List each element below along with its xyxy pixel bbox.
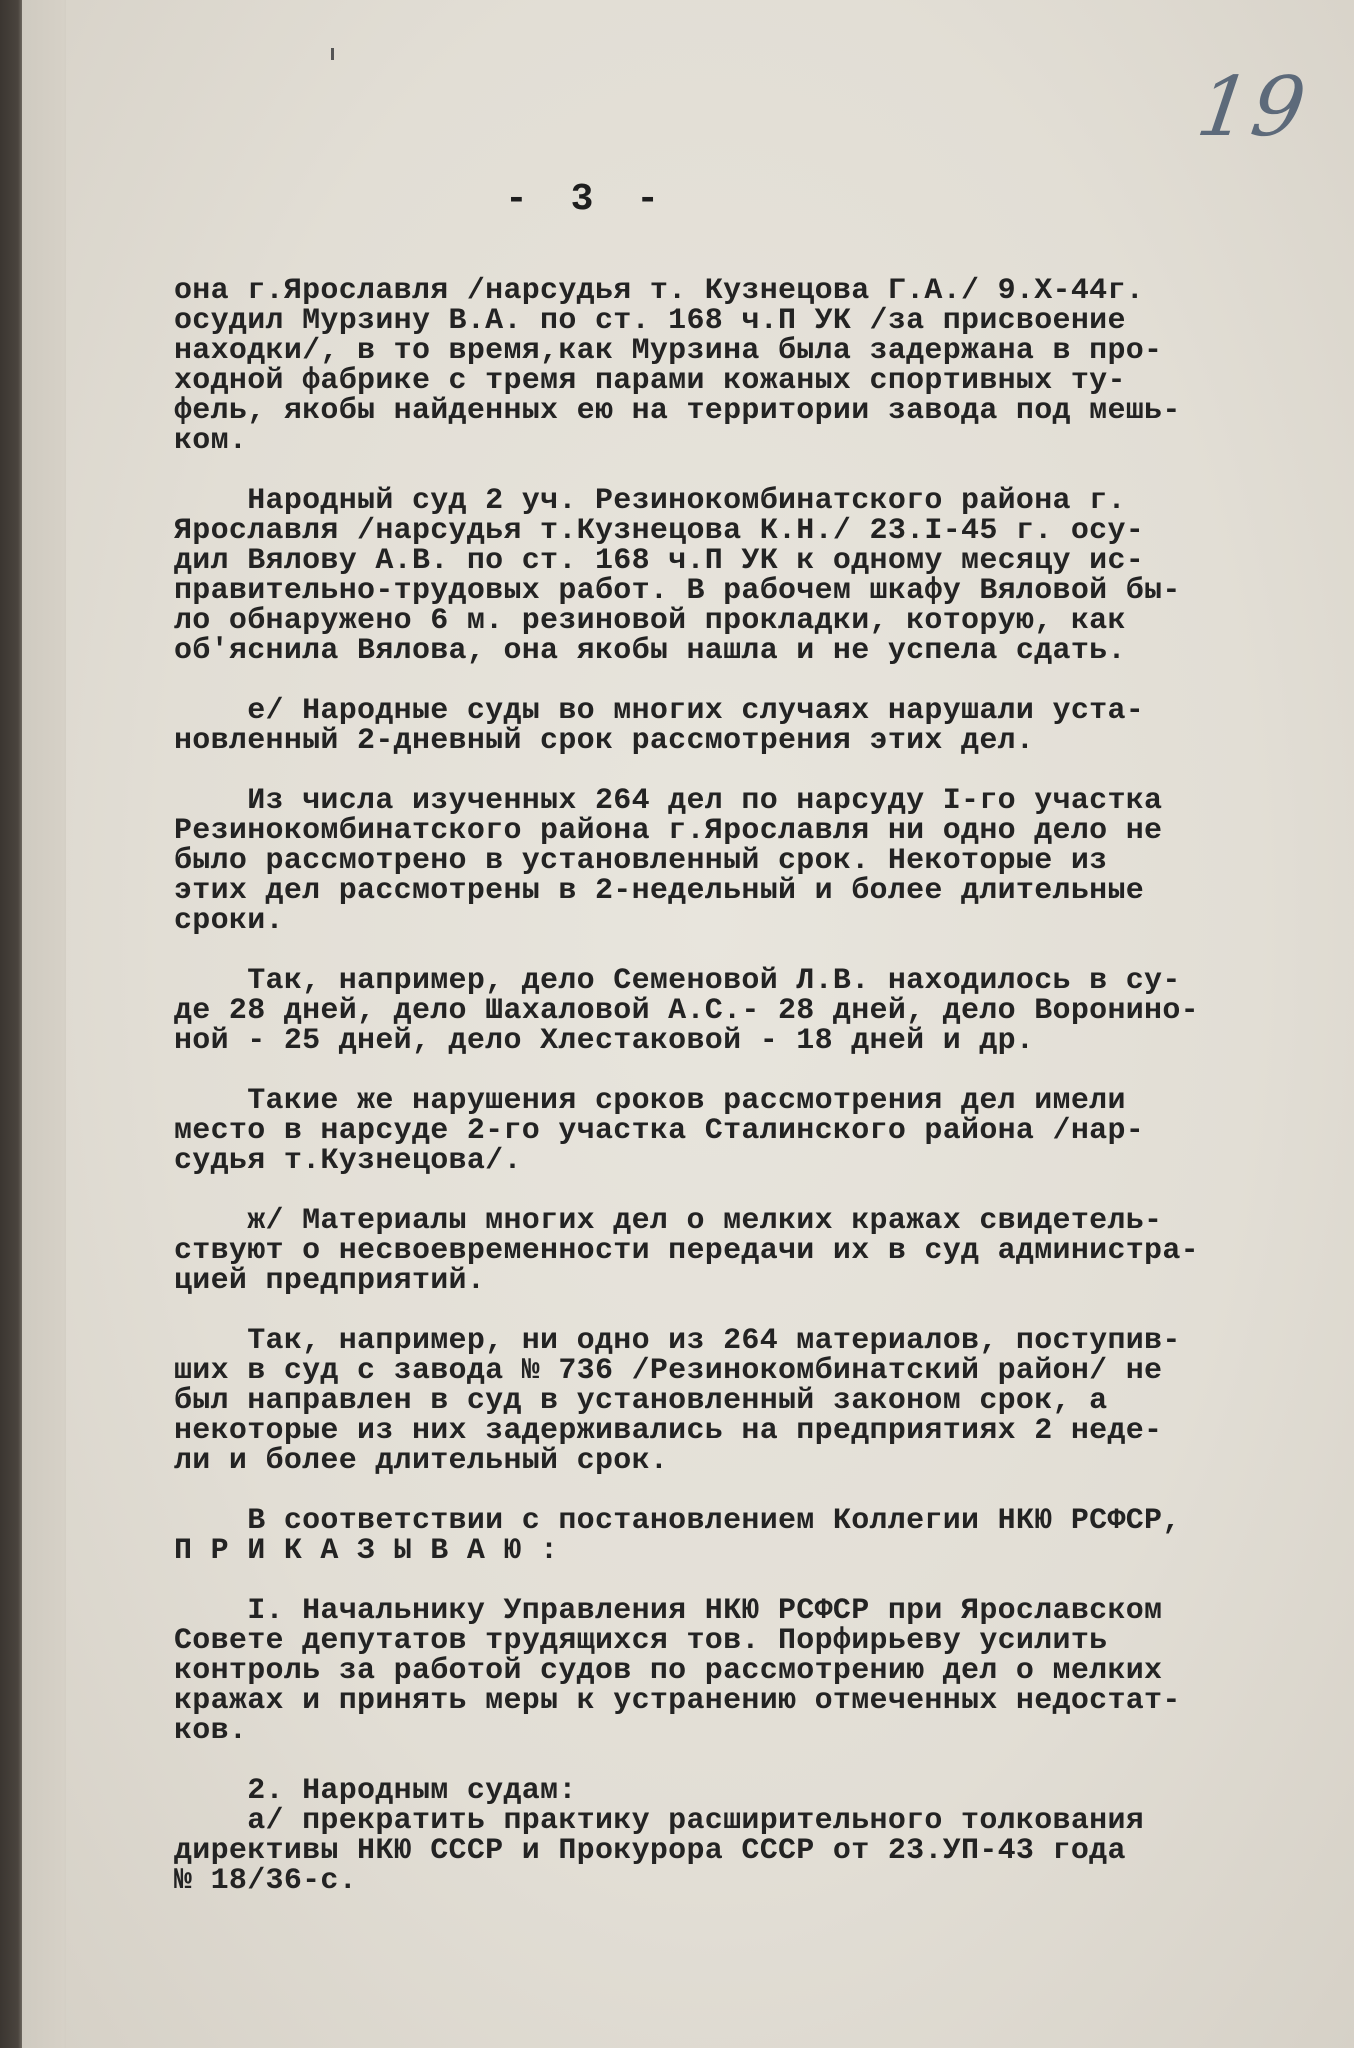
paragraph (174, 1206, 1254, 1296)
text-line: ходной фабрике с тремя парами кожаных спортивных ту- (174, 364, 1126, 398)
paragraph-gap (174, 1296, 1254, 1326)
text-line: судья т.Кузнецова/. (174, 1144, 522, 1178)
text-line: 2. Народным судам: (174, 1774, 577, 1808)
paragraph-gap (174, 756, 1254, 786)
paragraph (174, 966, 1254, 1056)
text-line: I. Начальнику Управления НКЮ РСФСР при Ярославском (174, 1594, 1163, 1628)
paragraph-gap (174, 1476, 1254, 1506)
text-line: Из числа изученных 264 дел по нарсуду I-го участка (174, 784, 1163, 818)
text-line: Ярославля /нарсудья т.Кузнецова К.Н./ 23.I-45 г. осу- (174, 514, 1145, 548)
handwritten-page-number: 19 (1190, 60, 1313, 155)
paragraph-gap (174, 1566, 1254, 1596)
text-line: некоторые из них задерживались на предприятиях 2 неде- (174, 1414, 1163, 1448)
text-line: цией предприятий. (174, 1264, 486, 1298)
text-line: а/ прекратить практику расширительного толкования (174, 1804, 1145, 1838)
text-line: этих дел рассмотрены в 2-недельный и более длительные (174, 874, 1145, 908)
text-line: об'яснила Вялова, она якобы нашла и не успела сдать. (174, 634, 1126, 668)
text-line: П Р И К А З Ы В А Ю : (174, 1534, 559, 1568)
document-body (174, 276, 1254, 1896)
paragraph (174, 1596, 1254, 1746)
text-line: ков. (174, 1714, 248, 1748)
text-line: контроль за работой судов по рассмотрению дел о мелких (174, 1654, 1163, 1688)
text-line: было рассмотрено в установленный срок. Некоторые из (174, 844, 1108, 878)
paragraph (174, 696, 1254, 756)
text-line: де 28 дней, дело Шахаловой А.С.- 28 дней, дело Воронино- (174, 994, 1199, 1028)
paragraph (174, 1326, 1254, 1476)
text-line: ших в суд с завода № 736 /Резинокомбинатский район/ не (174, 1354, 1163, 1388)
text-line: Совете депутатов трудящихся тов. Порфирьеву усилить (174, 1624, 1108, 1658)
text-line: правительно-трудовых работ. В рабочем шкафу Вяловой бы- (174, 574, 1181, 608)
text-line: Резинокомбинатского района г.Ярославля ни одно дело не (174, 814, 1163, 848)
page-header: - 3 - (505, 178, 670, 221)
paragraph (174, 486, 1254, 666)
text-line: находки/, в то время,как Мурзина была задержана в про- (174, 334, 1163, 368)
text-line: осудил Мурзину В.А. по ст. 168 ч.П УК /за присвоение (174, 304, 1126, 338)
text-line: был направлен в суд в установленный законом срок, а (174, 1384, 1108, 1418)
paragraph-gap (174, 1746, 1254, 1776)
text-line: кражах и принять меры к устранению отмеченных недостат- (174, 1684, 1181, 1718)
text-line: В соответствии с постановлением Коллегии НКЮ РСФСР, (174, 1504, 1181, 1538)
margin-mark (331, 48, 334, 60)
text-line: ствуют о несвоевременности передачи их в суд администра- (174, 1234, 1199, 1268)
text-line: ли и более длительный срок. (174, 1444, 669, 1478)
paragraph (174, 1086, 1254, 1176)
text-line: ной - 25 дней, дело Хлестаковой - 18 дней и др. (174, 1024, 1035, 1058)
paragraph-gap (174, 666, 1254, 696)
paragraph-gap (174, 1176, 1254, 1206)
text-line: дил Вялову А.В. по ст. 168 ч.П УК к одному месяцу ис- (174, 544, 1145, 578)
text-line: Народный суд 2 уч. Резинокомбинатского района г. (174, 484, 1126, 518)
paragraph (174, 1506, 1254, 1566)
text-line: Так, например, ни одно из 264 материалов, поступив- (174, 1324, 1181, 1358)
text-line: место в нарсуде 2-го участка Сталинского района /нар- (174, 1114, 1145, 1148)
text-line: сроки. (174, 904, 284, 938)
text-line: № 18/36-с. (174, 1864, 358, 1898)
paragraph-gap (174, 456, 1254, 486)
paragraph (174, 786, 1254, 936)
paragraph (174, 276, 1254, 456)
text-line: новленный 2-дневный срок рассмотрения этих дел. (174, 724, 1035, 758)
paragraph-gap (174, 936, 1254, 966)
text-line: Такие же нарушения сроков рассмотрения дел имели (174, 1084, 1126, 1118)
paragraph (174, 1776, 1254, 1896)
text-line: фель, якобы найденных ею на территории завода под мешь- (174, 394, 1181, 428)
text-line: ком. (174, 424, 248, 458)
text-line: ж/ Материалы многих дел о мелких кражах свидетель- (174, 1204, 1163, 1238)
paragraph-gap (174, 1056, 1254, 1086)
text-line: директивы НКЮ СССР и Прокурора СССР от 23.УП-43 года (174, 1834, 1126, 1868)
text-line: е/ Народные суды во многих случаях нарушали уста- (174, 694, 1145, 728)
text-line: Так, например, дело Семеновой Л.В. находилось в су- (174, 964, 1181, 998)
text-line: ло обнаружено 6 м. резиновой прокладки, которую, как (174, 604, 1126, 638)
text-line: она г.Ярославля /нарсудья т. Кузнецова Г.А./ 9.Х-44г. (174, 274, 1145, 308)
